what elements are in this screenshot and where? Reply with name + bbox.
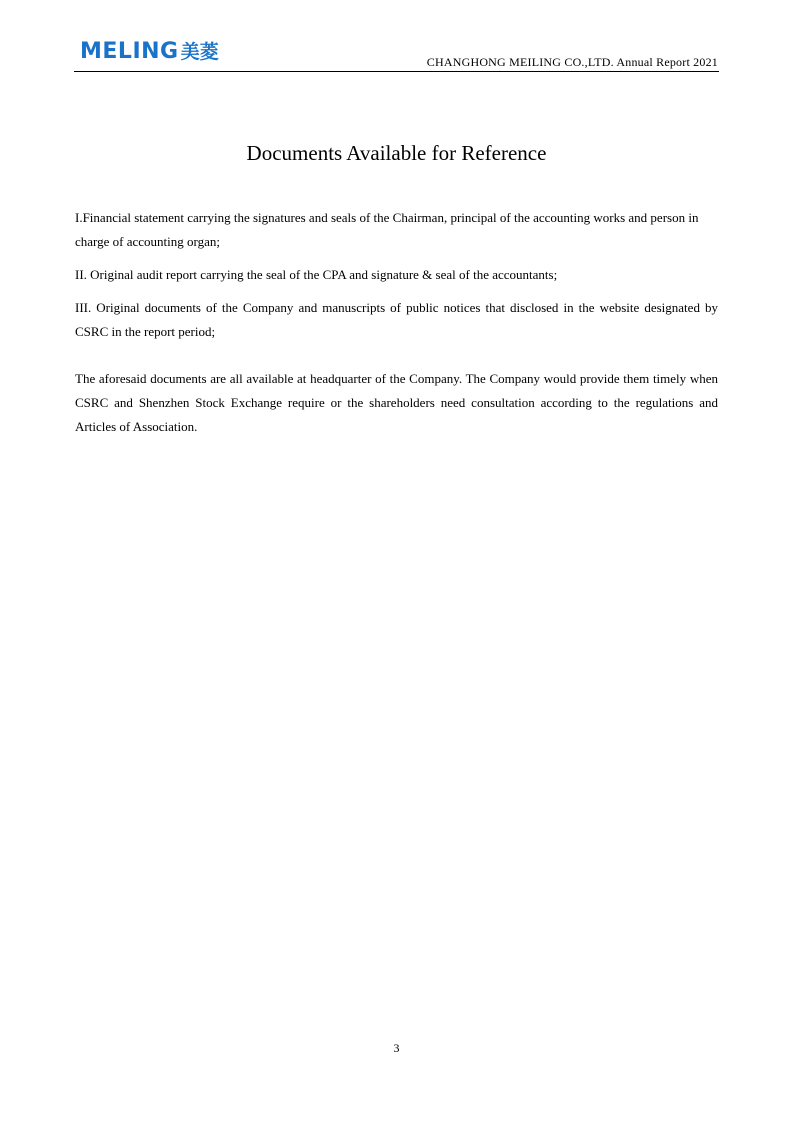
page-title: Documents Available for Reference [246,141,547,165]
header-divider [74,71,719,72]
company-logo [80,38,219,66]
logo-chinese-text: 美菱 [180,40,219,63]
reference-item-2: II. Original audit report carrying the seal of the CPA and signature & seal of the accountants; [75,267,558,282]
logo-text: MELING [80,39,179,64]
reference-item-1: I.Financial statement carrying the signatures and seals of the Chairman, principal of the accounting works and person in charge of accounting organ; [75,210,699,249]
reference-item-3: III. Original documents of the Company and manuscripts of public notices that disclosed in the website designated by CSRC in the report period; [75,300,718,339]
closing-paragraph: The aforesaid documents are all available at headquarter of the Company. The Company would provide them timely when CSRC and Shenzhen Stock Exchange require or the shareholders need consultation according to the regulations and Articles of Association. [75,371,718,434]
paragraph-spacer [75,353,718,367]
report-header-title: CHANGHONG MEILING CO.,LTD. Annual Report 2021 [426,55,718,69]
page-number: 3 [393,1041,400,1055]
document-body [75,206,718,448]
